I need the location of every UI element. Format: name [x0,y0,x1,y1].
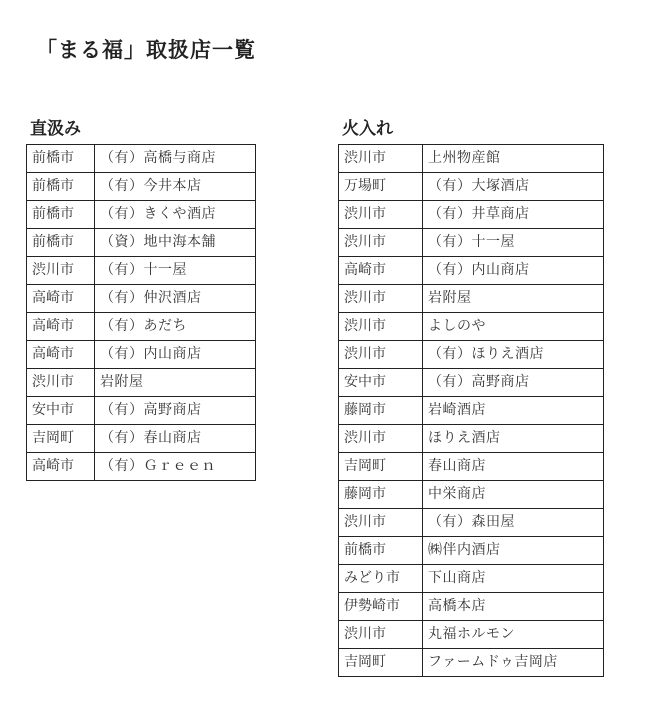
shop-cell: （有）十一屋 [95,257,256,285]
table-row [339,425,604,453]
shop-cell: （有）高野商店 [95,397,256,425]
city-cell: 渋川市 [339,145,423,173]
table-row [339,565,604,593]
table-row [339,313,604,341]
city-cell: 万場町 [339,173,423,201]
city-cell: 伊勢崎市 [339,593,423,621]
shop-cell: （有）仲沢酒店 [95,285,256,313]
city-cell: 藤岡市 [339,481,423,509]
shop-cell: （有）春山商店 [95,425,256,453]
shop-cell: 岩崎酒店 [423,397,604,425]
table-row [27,229,256,257]
table-row [339,621,604,649]
table-row [339,397,604,425]
city-cell: 渋川市 [27,257,95,285]
shop-cell: （有）内山商店 [423,257,604,285]
city-cell: 高崎市 [27,453,95,481]
table-row [339,453,604,481]
shop-cell: （有）井草商店 [423,201,604,229]
table-row [27,201,256,229]
city-cell: 渋川市 [339,621,423,649]
shop-cell: よしのや [423,313,604,341]
shop-cell: （有）ほりえ酒店 [423,341,604,369]
city-cell: みどり市 [339,565,423,593]
shop-cell: （有）あだち [95,313,256,341]
table-row [339,173,604,201]
table-row [339,201,604,229]
city-cell: 渋川市 [339,229,423,257]
city-cell: 渋川市 [339,201,423,229]
city-cell: 渋川市 [339,285,423,313]
page-title: 「まる福」取扱店一覧 [36,38,256,62]
shop-cell: （有）十一屋 [423,229,604,257]
table-row [27,369,256,397]
city-cell: 安中市 [339,369,423,397]
shop-cell: 中栄商店 [423,481,604,509]
shop-cell: 丸福ホルモン [423,621,604,649]
table-row [27,285,256,313]
table-row [339,145,604,173]
shop-cell: 岩附屋 [423,285,604,313]
table-row [27,145,256,173]
shop-cell: ほりえ酒店 [423,425,604,453]
city-cell: 高崎市 [27,285,95,313]
table-row [339,285,604,313]
city-cell: 前橋市 [27,173,95,201]
shop-table-direct [26,144,256,481]
table-row [339,481,604,509]
table-row [339,229,604,257]
city-cell: 渋川市 [339,313,423,341]
table-row [27,453,256,481]
city-cell: 高崎市 [27,341,95,369]
shop-cell: （有）高野商店 [423,369,604,397]
table-row [27,425,256,453]
shop-cell: （有）Ｇｒｅｅｎ [95,453,256,481]
table-row [27,397,256,425]
shop-cell: ㈱伴内酒店 [423,537,604,565]
city-cell: 前橋市 [339,537,423,565]
shop-cell: （有）大塚酒店 [423,173,604,201]
city-cell: 藤岡市 [339,397,423,425]
section-heading-direct: 直汲み [30,119,81,139]
city-cell: 吉岡町 [27,425,95,453]
shop-cell: （資）地中海本舗 [95,229,256,257]
shop-cell: （有）内山商店 [95,341,256,369]
shop-cell: 高橋本店 [423,593,604,621]
city-cell: 高崎市 [339,257,423,285]
shop-cell: （有）今井本店 [95,173,256,201]
city-cell: 渋川市 [27,369,95,397]
city-cell: 高崎市 [27,313,95,341]
table-row [339,257,604,285]
shop-table-pasteurized [338,144,604,677]
city-cell: 吉岡町 [339,453,423,481]
shop-cell: 春山商店 [423,453,604,481]
city-cell: 前橋市 [27,201,95,229]
table-row [27,313,256,341]
city-cell: 前橋市 [27,229,95,257]
shop-cell: ファームドゥ吉岡店 [423,649,604,677]
table-row [339,341,604,369]
section-heading-pasteurized: 火入れ [342,119,393,139]
shop-cell: 上州物産館 [423,145,604,173]
shop-cell: 岩附屋 [95,369,256,397]
city-cell: 吉岡町 [339,649,423,677]
table-row [339,593,604,621]
table-row [339,509,604,537]
shop-cell: （有）きくや酒店 [95,201,256,229]
city-cell: 渋川市 [339,341,423,369]
shop-cell: 下山商店 [423,565,604,593]
shop-cell: （有）高橋与商店 [95,145,256,173]
table-row [27,173,256,201]
shop-cell: （有）森田屋 [423,509,604,537]
city-cell: 渋川市 [339,425,423,453]
city-cell: 前橋市 [27,145,95,173]
city-cell: 渋川市 [339,509,423,537]
table-row [27,341,256,369]
table-row [339,537,604,565]
table-row [339,649,604,677]
city-cell: 安中市 [27,397,95,425]
table-row [339,369,604,397]
table-row [27,257,256,285]
